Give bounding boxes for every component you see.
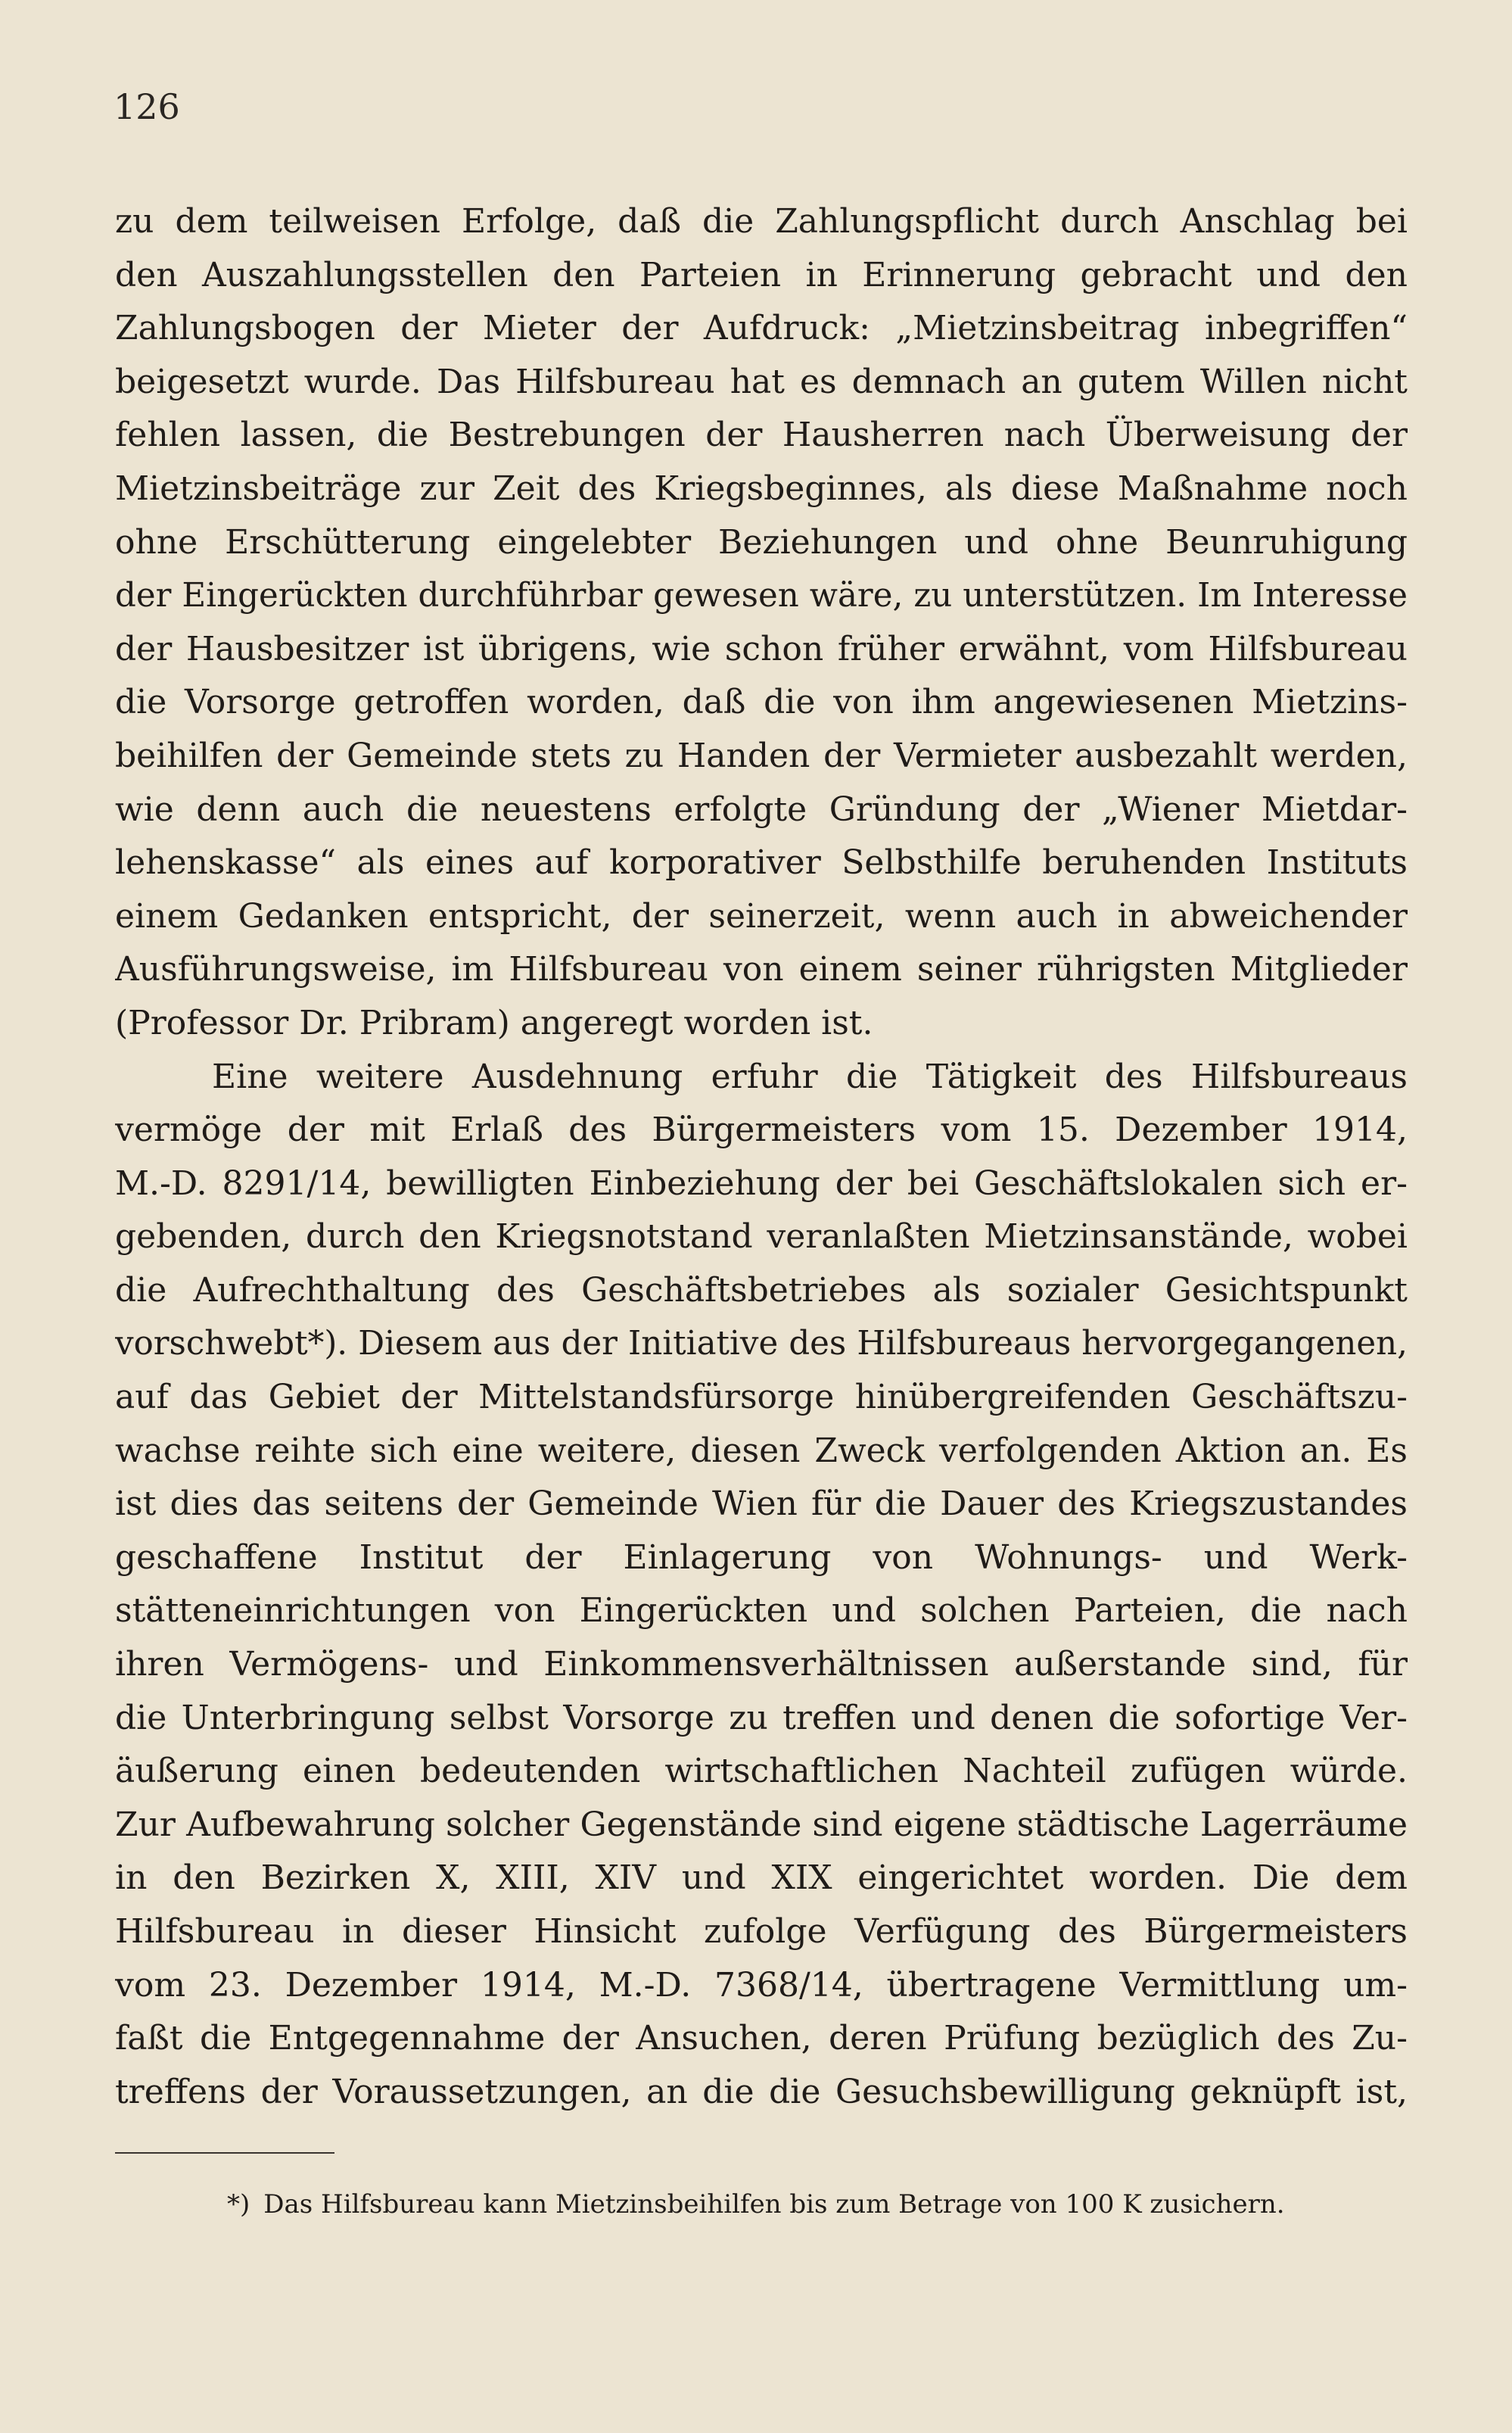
text-line: stätteneinrichtungen von Eingerückten und solchen Parteien, die nach [115, 1591, 1408, 1631]
text-line: beihilfen der Gemeinde stets zu Handen der Vermieter ausbezahlt werden, [115, 736, 1408, 775]
text-line: vom 23. Dezember 1914, M.-D. 7368/14, übertragene Vermittlung um- [115, 1965, 1408, 2005]
text-line: geschaffene Institut der Einlagerung von Wohnungs- und Werk- [115, 1537, 1408, 1577]
text-line: Mietzinsbeiträge zur Zeit des Kriegsbeginnes, als diese Maßnahme noch [115, 469, 1408, 508]
page-number: 126 [114, 86, 180, 127]
text-line: lehenskasse“ als eines auf korporativer Selbsthilfe beruhenden Instituts [115, 843, 1408, 883]
text-line: Zahlungsbogen der Mieter der Aufdruck: „Mietzinsbeitrag inbegriffen“ [115, 309, 1408, 348]
body-text [115, 195, 1408, 2119]
footnote-text: Das Hilfsbureau kann Mietzinsbeihilfen bis zum Betrage von 100 K zusichern. [263, 2189, 1285, 2220]
text-line: Ausführungsweise, im Hilfsbureau von einem seiner rührigsten Mitglieder [115, 950, 1408, 989]
text-line: ihren Vermögens- und Einkommensverhältnissen außerstande sind, für [115, 1645, 1408, 1684]
text-line: treffens der Voraussetzungen, an die die Gesuchsbewilligung geknüpft ist, [115, 2072, 1408, 2111]
text-line: faßt die Entgegennahme der Ansuchen, deren Prüfung bezüglich des Zu- [115, 2019, 1408, 2058]
text-line: M.-D. 8291/14, bewilligten Einbeziehung der bei Geschäftslokalen sich er- [115, 1164, 1408, 1203]
text-line: Zur Aufbewahrung solcher Gegenstände sind eigene städtische Lagerräume [115, 1805, 1408, 1844]
text-line: vorschwebt*). Diesem aus der Initiative des Hilfsbureaus hervorgegangenen, [115, 1325, 1408, 1363]
text-line: die Unterbringung selbst Vorsorge zu treffen und denen die sofortige Ver- [115, 1698, 1408, 1737]
footnote-divider [115, 2152, 334, 2154]
text-line: der Hausbesitzer ist übrigens, wie schon früher erwähnt, vom Hilfsbureau [115, 629, 1408, 668]
text-line: den Auszahlungsstellen den Parteien in Erinnerung gebracht und den [115, 255, 1408, 294]
paragraph-2 [115, 1051, 1408, 2120]
text-line: die Vorsorge getroffen worden, daß die von ihm angewiesenen Mietzins- [115, 683, 1408, 722]
text-line: die Aufrechthaltung des Geschäftsbetriebes als sozialer Gesichtspunkt [115, 1270, 1408, 1310]
footnote-mark: *) [227, 2189, 250, 2220]
text-line: wachse reihte sich eine weitere, diesen Zweck verfolgenden Aktion an. Es [115, 1431, 1408, 1470]
text-line: Hilfsbureau in dieser Hinsicht zufolge Verfügung des Bürgermeisters [115, 1912, 1408, 1951]
footnote [227, 2186, 1408, 2223]
paragraph-1 [115, 195, 1408, 1051]
text-line: (Professor Dr. Pribram) angeregt worden ist. [115, 1003, 873, 1042]
text-line: ohne Erschütterung eingelebter Beziehungen und ohne Beunruhigung [115, 522, 1408, 562]
text-line: einem Gedanken entspricht, der seinerzeit, wenn auch in abweichender [115, 896, 1408, 936]
text-line: der Eingerückten durchführbar gewesen wäre, zu unterstützen. Im Interesse [115, 577, 1408, 615]
text-line: ist dies das seitens der Gemeinde Wien für die Dauer des Kriegszustandes [115, 1484, 1408, 1524]
text-line: auf das Gebiet der Mittelstandsfürsorge hinübergreifenden Geschäftszu- [115, 1378, 1408, 1417]
text-line: vermöge der mit Erlaß des Bürgermeisters vom 15. Dezember 1914, [115, 1111, 1408, 1150]
text-line: Eine weitere Ausdehnung erfuhr die Tätigkeit des Hilfsbureaus [212, 1057, 1408, 1096]
text-line: wie denn auch die neuestens erfolgte Gründung der „Wiener Mietdar- [115, 790, 1408, 829]
text-line: fehlen lassen, die Bestrebungen der Hausherren nach Überweisung der [115, 416, 1408, 455]
text-line: äußerung einen bedeutenden wirtschaftlichen Nachteil zufügen würde. [115, 1752, 1408, 1791]
text-line: zu dem teilweisen Erfolge, daß die Zahlungspflicht durch Anschlag bei [115, 202, 1408, 241]
text-line: gebenden, durch den Kriegsnotstand veranlaßten Mietzinsanstände, wobei [115, 1217, 1408, 1257]
text-line: beigesetzt wurde. Das Hilfsbureau hat es demnach an gutem Willen nicht [115, 362, 1408, 401]
text-line: in den Bezirken X, XIII, XIV und XIX eingerichtet worden. Die dem [115, 1858, 1408, 1898]
